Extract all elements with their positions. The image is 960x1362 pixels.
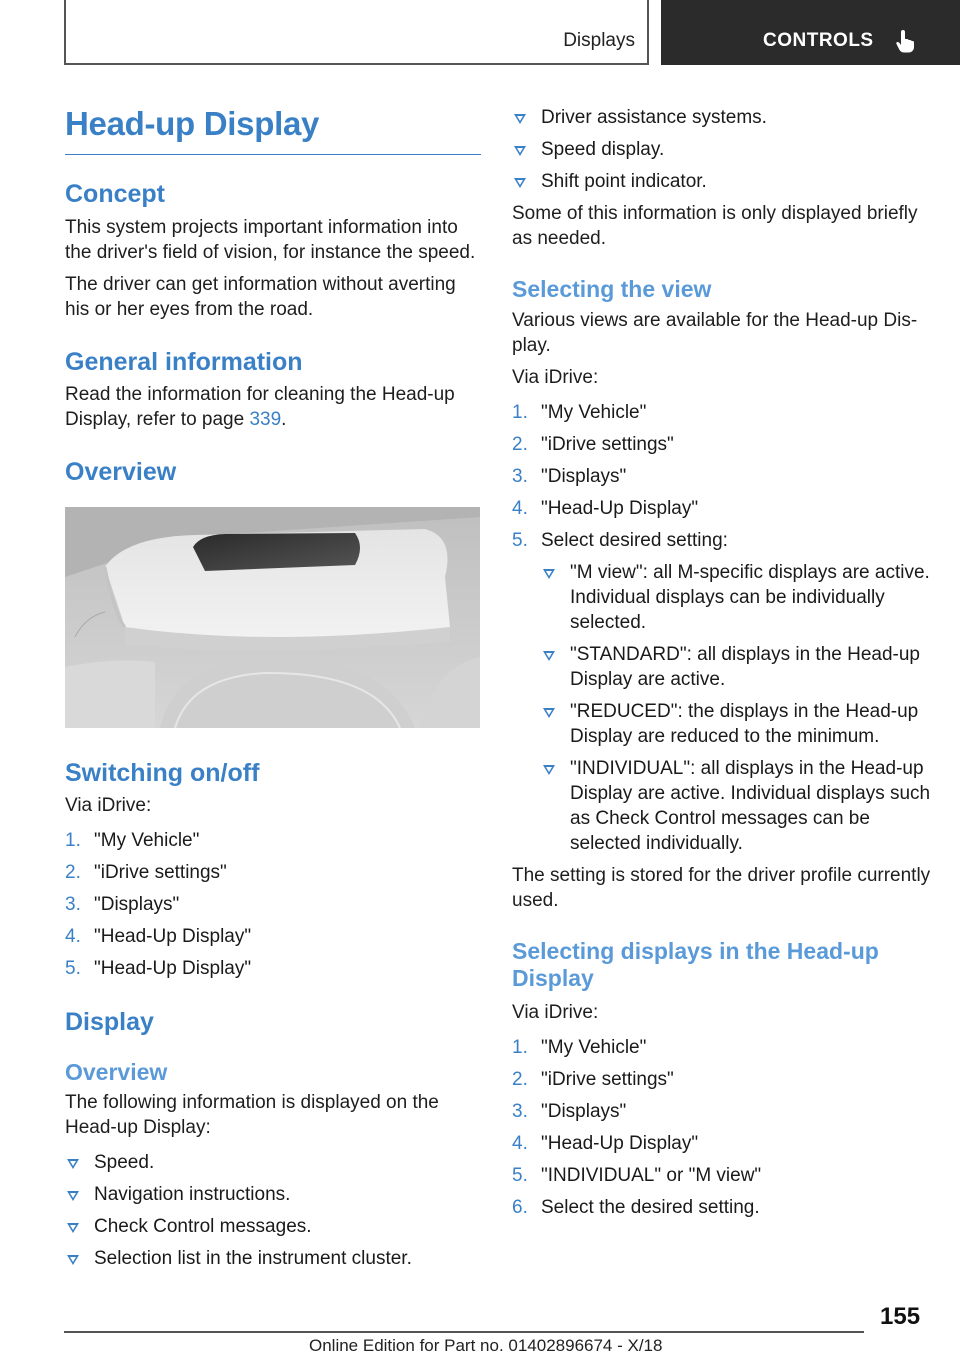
display-overview-heading: Overview [65,1058,168,1085]
step-number: 3. [512,465,528,487]
step-number: 4. [512,1132,528,1154]
step-text: "Head-Up Display" [541,1132,699,1154]
step-text: "Displays" [541,465,627,487]
footer-edition: Online Edition for Part no. 01402896674 - X/18 [309,1336,663,1355]
triangle-bullet-icon [514,146,526,156]
step-number: 4. [65,926,81,948]
chapter-title: CONTROLS [763,30,874,51]
triangle-bullet-icon [67,1255,79,1265]
concept-paragraph-2: The driver can get information without averting his or her eyes from the road. [65,273,456,320]
step-number: 1. [512,1036,528,1058]
step-number: 4. [512,497,528,519]
step-text: "Displays" [94,894,180,916]
concept-paragraph-1: This system projects important information into the driver's field of vision, for instance the speed. [65,216,476,263]
right-column [512,98,932,1227]
selecting-displays-steps [512,1035,932,1220]
step-text: Select desired setting: [541,529,728,551]
option-text: "STANDARD": all displays in the Head-up Display are active. [570,643,920,690]
list-item [65,1214,481,1239]
triangle-bullet-icon [543,651,555,661]
selecting-view-paragraph: Various views are available for the Head-up Display. [512,309,918,356]
option-text: "INDIVIDUAL": all displays in the Head-up Display are active. Individual displays such as Check Control messages can be selected individually. [570,757,931,854]
list-item [512,1035,932,1060]
step-number: 2. [512,1068,528,1090]
list-item [65,1150,481,1175]
triangle-bullet-icon [514,114,526,124]
step-number: 1. [512,401,528,423]
step-text: "My Vehicle" [541,1036,647,1058]
list-item [512,464,932,489]
list-item [65,1182,481,1207]
triangle-bullet-icon [514,178,526,188]
list-item [512,137,932,162]
option-text: "M view": all M-specific displays are active. Individual displays can be individually selected. [570,561,930,633]
selecting-view-heading: Selecting the view [512,276,712,302]
step-number: 3. [65,894,81,916]
display-heading: Display [65,1008,154,1037]
list-item [512,432,932,457]
list-item [512,496,932,521]
triangle-bullet-icon [543,569,555,579]
display-note: Some of this information is only displayed briefly as needed. [512,203,918,249]
pointing-hand-icon [894,28,916,54]
head-up-display-image [65,507,480,728]
switching-steps [65,828,481,981]
header-chapter-box [661,0,960,65]
list-item [65,860,481,885]
step-text: "Displays" [541,1100,627,1122]
step-number: 3. [512,1100,528,1122]
left-column [65,98,481,1278]
selecting-displays-intro: Via iDrive: [512,1001,599,1023]
step-number: 5. [512,529,528,551]
list-item [65,1246,481,1271]
item-text: Navigation instructions. [94,1184,291,1206]
selecting-displays-heading: Selecting displays in the Head-up Display [512,937,879,991]
section-title: Displays [563,30,635,51]
list-item [512,1163,932,1188]
triangle-bullet-icon [543,708,555,718]
display-items-continued [512,105,932,194]
setting-options [512,560,932,856]
step-number: 5. [65,958,81,980]
item-text: Check Control messages. [94,1216,312,1238]
selecting-view-steps [512,400,932,553]
list-item [541,756,932,856]
step-text: Select the desired setting. [541,1196,760,1218]
overview-heading: Overview [65,458,177,487]
footer-divider [64,1331,864,1333]
item-text: Selection list in the instrument cluster. [94,1248,412,1270]
page-reference-link[interactable]: 339 [249,409,282,431]
list-item [512,400,932,425]
list-item [541,642,932,692]
setting-stored-note: The setting is stored for the driver profile currently used. [512,864,931,911]
general-info-heading: General information [65,347,303,376]
list-item [512,528,932,553]
item-text: Shift point indicator. [541,171,707,192]
list-item [512,1099,932,1124]
step-text: "Head-Up Display" [541,497,699,519]
switching-intro: Via iDrive: [65,795,152,817]
list-item [512,1195,932,1220]
header-section-box [64,0,649,65]
step-text: "Head-Up Display" [94,958,252,980]
item-text: Driver assistance systems. [541,107,767,128]
general-info-text: Read the information for cleaning the Head-up Display, refer to page [65,384,455,431]
step-text: "iDrive settings" [94,862,227,884]
concept-heading: Concept [65,180,165,209]
item-text: Speed display. [541,139,665,160]
selecting-view-intro: Via iDrive: [512,366,599,388]
step-text: "iDrive settings" [541,433,674,455]
list-item [65,924,481,949]
list-item [65,892,481,917]
list-item [512,1067,932,1092]
step-number: 6. [512,1196,528,1218]
step-number: 5. [512,1164,528,1186]
step-text: "My Vehicle" [94,830,200,852]
step-number: 1. [65,830,81,852]
list-item [512,1131,932,1156]
display-intro: The following information is displayed on the Head-up Display: [65,1092,439,1139]
step-text: "INDIVIDUAL" or "M view" [541,1164,762,1186]
page-number: 155 [880,1303,921,1330]
step-text: "iDrive settings" [541,1068,674,1090]
switching-heading: Switching on/off [65,758,260,787]
general-info-period: . [281,409,287,431]
step-text: "My Vehicle" [541,401,647,423]
item-text: Speed. [94,1152,155,1174]
list-item [65,956,481,981]
display-items [65,1150,481,1271]
triangle-bullet-icon [67,1159,79,1169]
general-info-paragraph [65,382,481,432]
list-item [512,105,932,130]
triangle-bullet-icon [543,765,555,775]
step-number: 2. [512,433,528,455]
step-number: 2. [65,862,81,884]
list-item [65,828,481,853]
triangle-bullet-icon [67,1223,79,1233]
dashboard-illustration [65,507,480,728]
option-text: "REDUCED": the displays in the Head-up Display are reduced to the minimum. [570,700,919,747]
step-text: "Head-Up Display" [94,926,252,948]
triangle-bullet-icon [67,1191,79,1201]
list-item [541,699,932,749]
page-title: Head-up Display [65,98,481,155]
list-item [512,169,932,194]
list-item [541,560,932,635]
